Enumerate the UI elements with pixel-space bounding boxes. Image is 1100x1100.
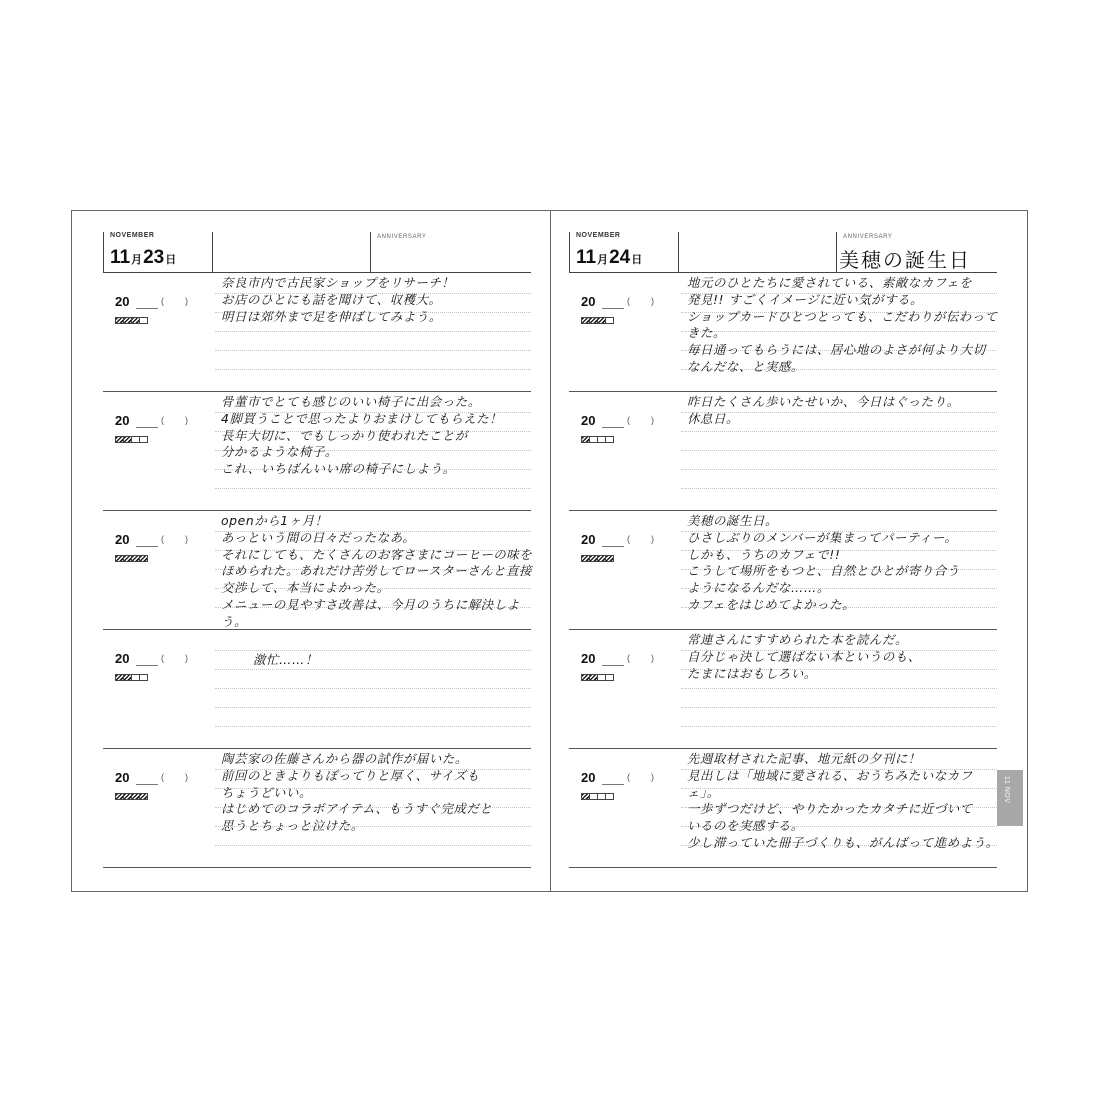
ruled-line xyxy=(215,845,531,846)
year-blank-line xyxy=(602,784,624,785)
ruled-line xyxy=(215,726,531,727)
weekday-paren-open: ( xyxy=(161,415,164,425)
weather-box[interactable] xyxy=(139,674,148,681)
weekday-paren-close: ) xyxy=(651,534,654,544)
weather-box[interactable] xyxy=(605,436,614,443)
year-blank-line xyxy=(602,546,624,547)
month-unit: 月 xyxy=(597,254,609,266)
ruled-line xyxy=(215,369,531,370)
ruled-line xyxy=(215,669,531,670)
weather-boxes xyxy=(115,793,147,801)
diary-entry xyxy=(103,749,531,868)
diary-entry xyxy=(569,630,997,749)
year-prefix: 20 xyxy=(581,294,596,309)
weather-box[interactable] xyxy=(139,793,148,800)
year-prefix: 20 xyxy=(115,294,130,309)
diary-entry xyxy=(569,511,997,630)
diary-entry xyxy=(103,630,531,749)
header-edge xyxy=(569,232,570,272)
year-blank-line xyxy=(136,665,158,666)
ruled-line xyxy=(681,688,997,689)
ruled-line xyxy=(215,331,531,332)
handwritten-note: 激忙……！ xyxy=(253,652,318,667)
year-blank-line xyxy=(136,427,158,428)
diary-entry xyxy=(569,273,997,392)
entry-separator xyxy=(103,867,531,868)
day-unit: 日 xyxy=(631,254,643,266)
ruled-line xyxy=(215,688,531,689)
header-divider xyxy=(836,232,837,272)
weekday-paren-close: ) xyxy=(185,296,188,306)
weather-boxes xyxy=(581,317,613,325)
weather-boxes xyxy=(115,555,147,563)
weekday-paren-open: ( xyxy=(627,296,630,306)
year-blank-line xyxy=(602,427,624,428)
header-divider xyxy=(678,232,679,272)
ruled-line xyxy=(681,707,997,708)
year-prefix: 20 xyxy=(581,770,596,785)
day-unit: 日 xyxy=(165,254,177,266)
year-prefix: 20 xyxy=(581,651,596,666)
entry-list xyxy=(103,273,531,868)
header-edge xyxy=(103,232,104,272)
anniversary-label: ANNIVERSARY xyxy=(377,234,427,240)
anniversary-text: 美穂の誕生日 xyxy=(839,248,971,272)
month-label: NOVEMBER xyxy=(576,232,621,239)
year-prefix: 20 xyxy=(581,413,596,428)
weather-box[interactable] xyxy=(605,674,614,681)
header-divider xyxy=(370,232,371,272)
weekday-paren-open: ( xyxy=(627,653,630,663)
diary-entry xyxy=(569,392,997,511)
year-prefix: 20 xyxy=(581,532,596,547)
ruled-line xyxy=(681,450,997,451)
weekday-paren-open: ( xyxy=(161,296,164,306)
day-header xyxy=(569,230,997,272)
weekday-paren-open: ( xyxy=(627,415,630,425)
day-number: 23 xyxy=(143,247,165,268)
handwritten-note: 奈良市内で古民家ショップをリサーチ！ お店のひとにも話を聞けて、収穫大。 明日は郊外まで足を伸ばしてみよう。 xyxy=(221,275,455,324)
ruled-line xyxy=(681,726,997,727)
weather-boxes xyxy=(581,674,613,682)
weather-boxes xyxy=(581,793,613,801)
day-header xyxy=(103,230,531,272)
month-number: 11 xyxy=(110,247,131,268)
weekday-paren-close: ) xyxy=(185,415,188,425)
year-prefix: 20 xyxy=(115,413,130,428)
weekday-paren-close: ) xyxy=(185,534,188,544)
month-index-tab-label: 11 NOV xyxy=(1003,776,1010,804)
month-label: NOVEMBER xyxy=(110,232,155,239)
ruled-line xyxy=(215,350,531,351)
weather-box[interactable] xyxy=(605,555,614,562)
year-blank-line xyxy=(136,546,158,547)
month-index-tab[interactable] xyxy=(997,770,1023,826)
handwritten-note: 昨日たくさん歩いたせいか、今日はぐったり。 休息日。 xyxy=(687,394,960,426)
left-page xyxy=(103,230,533,834)
weather-boxes xyxy=(581,555,613,563)
weekday-paren-open: ( xyxy=(627,534,630,544)
handwritten-note: 陶芸家の佐藤さんから器の試作が届いた。 前回のときよりもぽってりと厚く、サイズも ちょうどいい。 はじめてのコラボアイテム、もうすぐ完成だと 思うとちょっと泣けた。 xyxy=(221,751,493,834)
date-display xyxy=(110,247,177,269)
diary-entry xyxy=(103,392,531,511)
year-blank-line xyxy=(602,665,624,666)
ruled-line xyxy=(681,469,997,470)
weather-boxes xyxy=(581,436,613,444)
year-prefix: 20 xyxy=(115,532,130,547)
weekday-paren-close: ) xyxy=(651,296,654,306)
anniversary-label: ANNIVERSARY xyxy=(843,234,893,240)
ruled-line xyxy=(215,650,531,651)
weather-box[interactable] xyxy=(605,317,614,324)
weekday-paren-open: ( xyxy=(161,772,164,782)
ruled-line xyxy=(215,707,531,708)
month-number: 11 xyxy=(576,247,597,268)
year-blank-line xyxy=(136,784,158,785)
weekday-paren-close: ) xyxy=(185,772,188,782)
header-divider xyxy=(212,232,213,272)
weekday-paren-close: ) xyxy=(651,415,654,425)
weekday-paren-open: ( xyxy=(161,653,164,663)
handwritten-note: 先週取材された記事、地元紙の夕刊に！ 見出しは「地域に愛される、おうちみたいなカフェ」。 一歩ずつだけど、やりたかったカタチに近づいて いるのを実感する。 少し滞っていた冊子づくりも、がんばって進めよう。 xyxy=(687,751,999,850)
diary-entry xyxy=(103,273,531,392)
month-unit: 月 xyxy=(131,254,143,266)
year-prefix: 20 xyxy=(115,651,130,666)
entry-list xyxy=(569,273,997,868)
year-prefix: 20 xyxy=(115,770,130,785)
weather-box[interactable] xyxy=(139,436,148,443)
handwritten-note: 美穂の誕生日。 ひさしぶりのメンバーが集まってパーティー。 しかも、うちのカフェで!! こうして場所をもつと、自然とひとが寄り合う ようになるんだな……。 カフェをはじめてよかった。 xyxy=(687,513,960,612)
weather-boxes xyxy=(115,436,147,444)
date-display xyxy=(576,247,643,269)
weather-boxes xyxy=(115,674,147,682)
weekday-paren-open: ( xyxy=(627,772,630,782)
ruled-line xyxy=(681,431,997,432)
ruled-line xyxy=(215,488,531,489)
year-blank-line xyxy=(602,308,624,309)
year-blank-line xyxy=(136,308,158,309)
handwritten-note: openから1ヶ月！ あっという間の日々だったなあ。 それにしても、たくさんのお客さまにコーヒーの味を ほめられた。あれだけ苦労してロースターさんと直接 交渉して、本当によかった。 メニューの見やすさ改善は、今月のうちに解決しよう。 xyxy=(221,513,533,629)
weather-boxes xyxy=(115,317,147,325)
day-number: 24 xyxy=(609,247,631,268)
weekday-paren-close: ) xyxy=(651,653,654,663)
handwritten-note: 地元のひとたちに愛されている、素敵なカフェを 発見!! すごくイメージに近い気がする。 ショップカードひとつとっても、こだわりが伝わってきた。 毎日通ってもらうには、居心地のよさが何より大切 なんだな、と実感。 xyxy=(687,275,998,374)
ruled-line xyxy=(681,488,997,489)
handwritten-note: 骨董市でとても感じのいい椅子に出会った。 4脚買うことで思ったよりおまけしてもらえた！ 長年大切に、でもしっかり使われたことが 分かるような椅子。 これ、いちばんいい席の椅子にしよう。 xyxy=(221,394,503,477)
entry-separator xyxy=(569,867,997,868)
weekday-paren-open: ( xyxy=(161,534,164,544)
weekday-paren-close: ) xyxy=(185,653,188,663)
diary-entry xyxy=(569,749,997,868)
weather-box[interactable] xyxy=(605,793,614,800)
diary-entry xyxy=(103,511,531,630)
book-spine xyxy=(550,210,551,892)
weather-box[interactable] xyxy=(139,555,148,562)
weekday-paren-close: ) xyxy=(651,772,654,782)
handwritten-note: 常連さんにすすめられた本を読んだ。 自分じゃ決して選ばない本というのも、 たまにはおもしろい。 xyxy=(687,632,921,681)
weather-box[interactable] xyxy=(139,317,148,324)
right-page xyxy=(569,230,999,850)
